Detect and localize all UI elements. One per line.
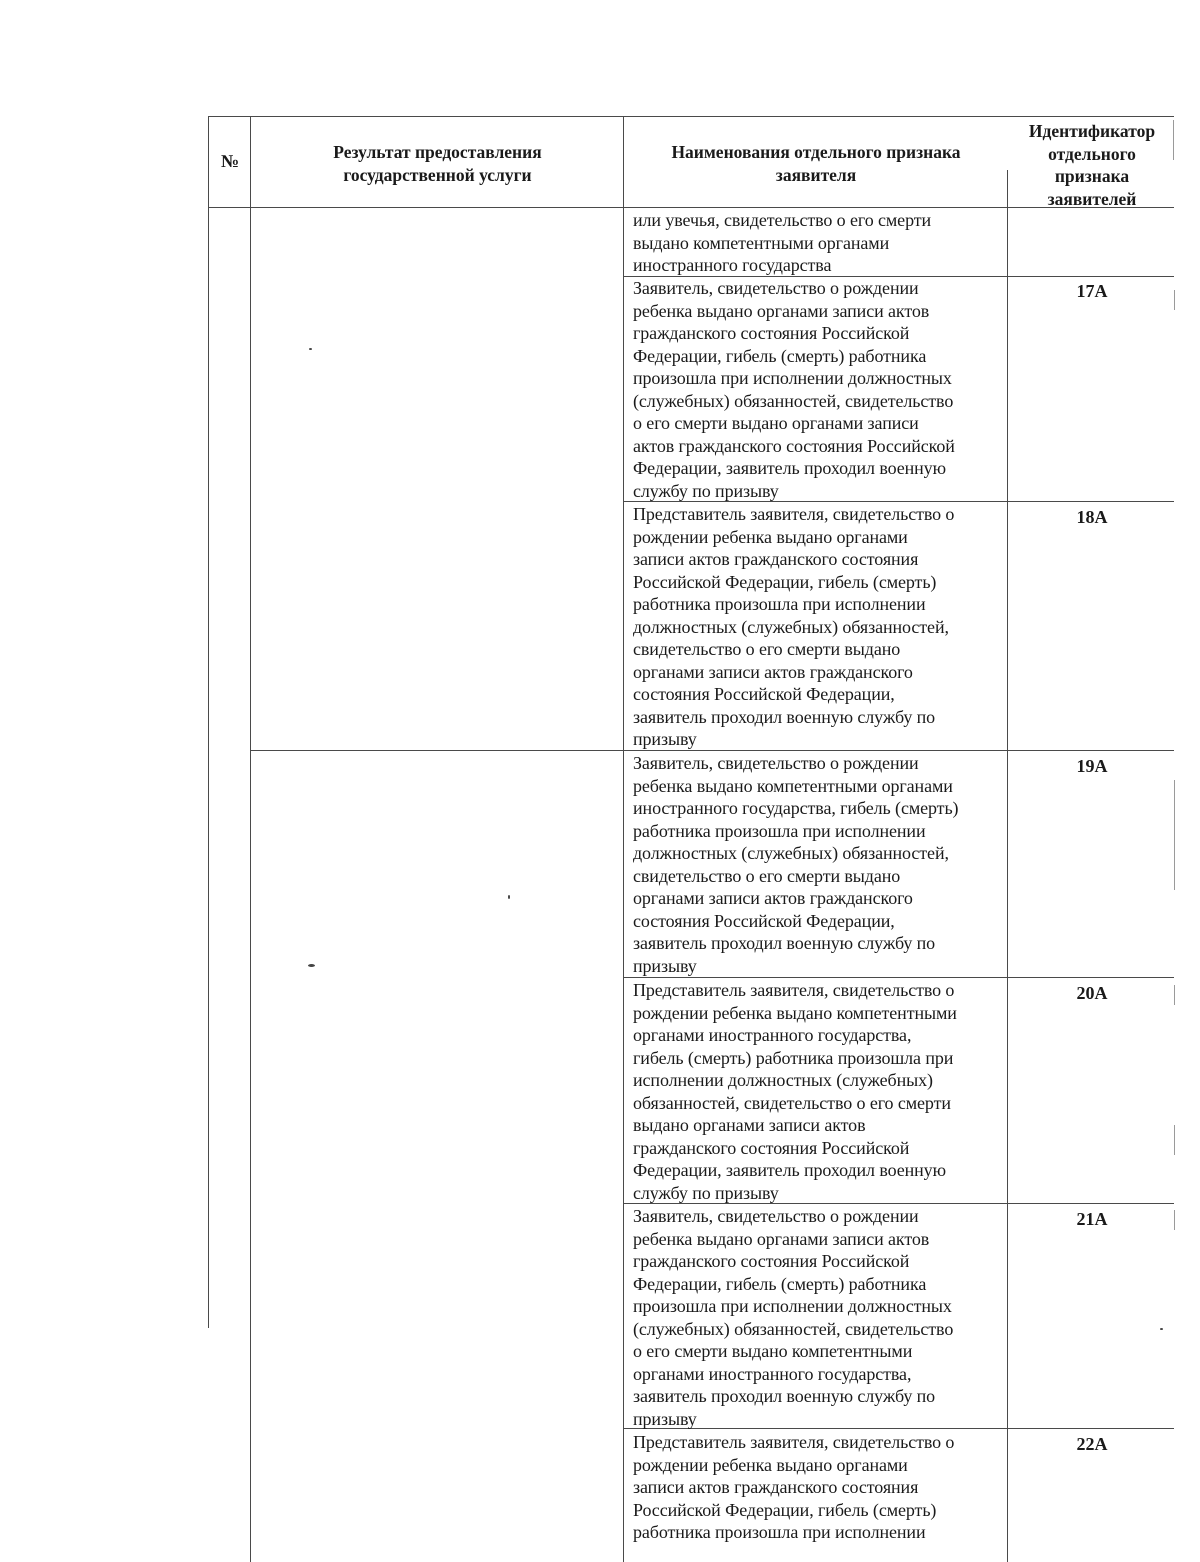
- scan-speck: [309, 348, 312, 350]
- scan-edge-mark: [1174, 290, 1175, 310]
- scan-speck: [1160, 1328, 1163, 1330]
- header-result: Результат предоставления государственной услуги: [333, 142, 542, 185]
- table-left-border: [208, 116, 209, 1328]
- header-num: №: [220, 151, 240, 171]
- table-row-text: Представитель заявителя, свидетельство о рождении ребенка выдано органами записи актов гражданского состояния Российской Федерации, гибель (смерть) работника произошла при исполнении: [633, 1432, 955, 1542]
- column-divider-result: [623, 116, 624, 1562]
- table-row-id: 18А: [1076, 507, 1108, 527]
- row-separator: [623, 977, 1174, 978]
- table-row-text: Заявитель, свидетельство о рождении ребенка выдано компетентными органами иностранного государства, гибель (смерть) работника произошла при исполнении должностных (служебных) обязанностей, свидетельство о его смерти выдано органами записи актов гражданского состояния Российской Федерации, заявитель проходил военную службу по призыву: [633, 753, 959, 976]
- table-row-text: или увечья, свидетельство о его смерти выдано компетентными органами иностранного государства: [633, 210, 932, 275]
- header-identifier: Идентификатор отдельного признака заявителей: [1028, 121, 1156, 209]
- column-divider-num: [250, 116, 251, 1562]
- table-row-text: Заявитель, свидетельство о рождении ребенка выдано органами записи актов гражданского состояния Российской Федерации, гибель (смерть) работника произошла при исполнении должностных (служебных) обязанностей, свидетельство о его смерти выдано компетентными органами иностранного государства, заявитель проходил военную службу по призыву: [633, 1206, 954, 1429]
- table-row-text: Представитель заявителя, свидетельство о рождении ребенка выдано органами записи актов гражданского состояния Российской Федерации, гибель (смерть) работника произошла при исполнении должностных (служебных) обязанностей, свидетельство о его смерти выдано органами записи актов гражданского состояния Российской Федерации, заявитель проходил военную службу по призыву: [633, 504, 955, 749]
- table-row-id: 20А: [1076, 983, 1108, 1003]
- table-row-id: 19А: [1076, 756, 1108, 776]
- scan-edge-mark: [1174, 1125, 1175, 1155]
- scan-edge-mark: [1174, 985, 1175, 1005]
- scan-edge-mark: [1174, 1210, 1175, 1230]
- scan-edge-mark: [1174, 780, 1175, 890]
- table-row-text: Заявитель, свидетельство о рождении ребенка выдано органами записи актов гражданского состояния Российской Федерации, гибель (смерть) работника произошла при исполнении должностных (служебных) обязанностей, свидетельство о его смерти выдано органами записи актов гражданского состояния Российской Федерации, заявитель проходил военную службу по призыву: [633, 278, 955, 501]
- table-row-id: 17А: [1076, 281, 1108, 301]
- scan-speck: [508, 895, 510, 899]
- table-row-text: Представитель заявителя, свидетельство о рождении ребенка выдано компетентными органами иностранного государства, гибель (смерть) работника произошла при исполнении должностных (служебных) обязанностей, свидетельство о его смерти выдано органами записи актов гражданского состояния Российской Федерации, заявитель проходил военную службу по призыву: [633, 980, 957, 1203]
- table-right-border: [1173, 120, 1174, 160]
- table-row-id: 22А: [1076, 1434, 1108, 1454]
- table-row-id: 21А: [1076, 1209, 1108, 1229]
- scan-speck: [308, 964, 315, 967]
- header-name: Наименования отдельного признака заявителя: [671, 142, 961, 185]
- table-top-border: [208, 116, 1174, 117]
